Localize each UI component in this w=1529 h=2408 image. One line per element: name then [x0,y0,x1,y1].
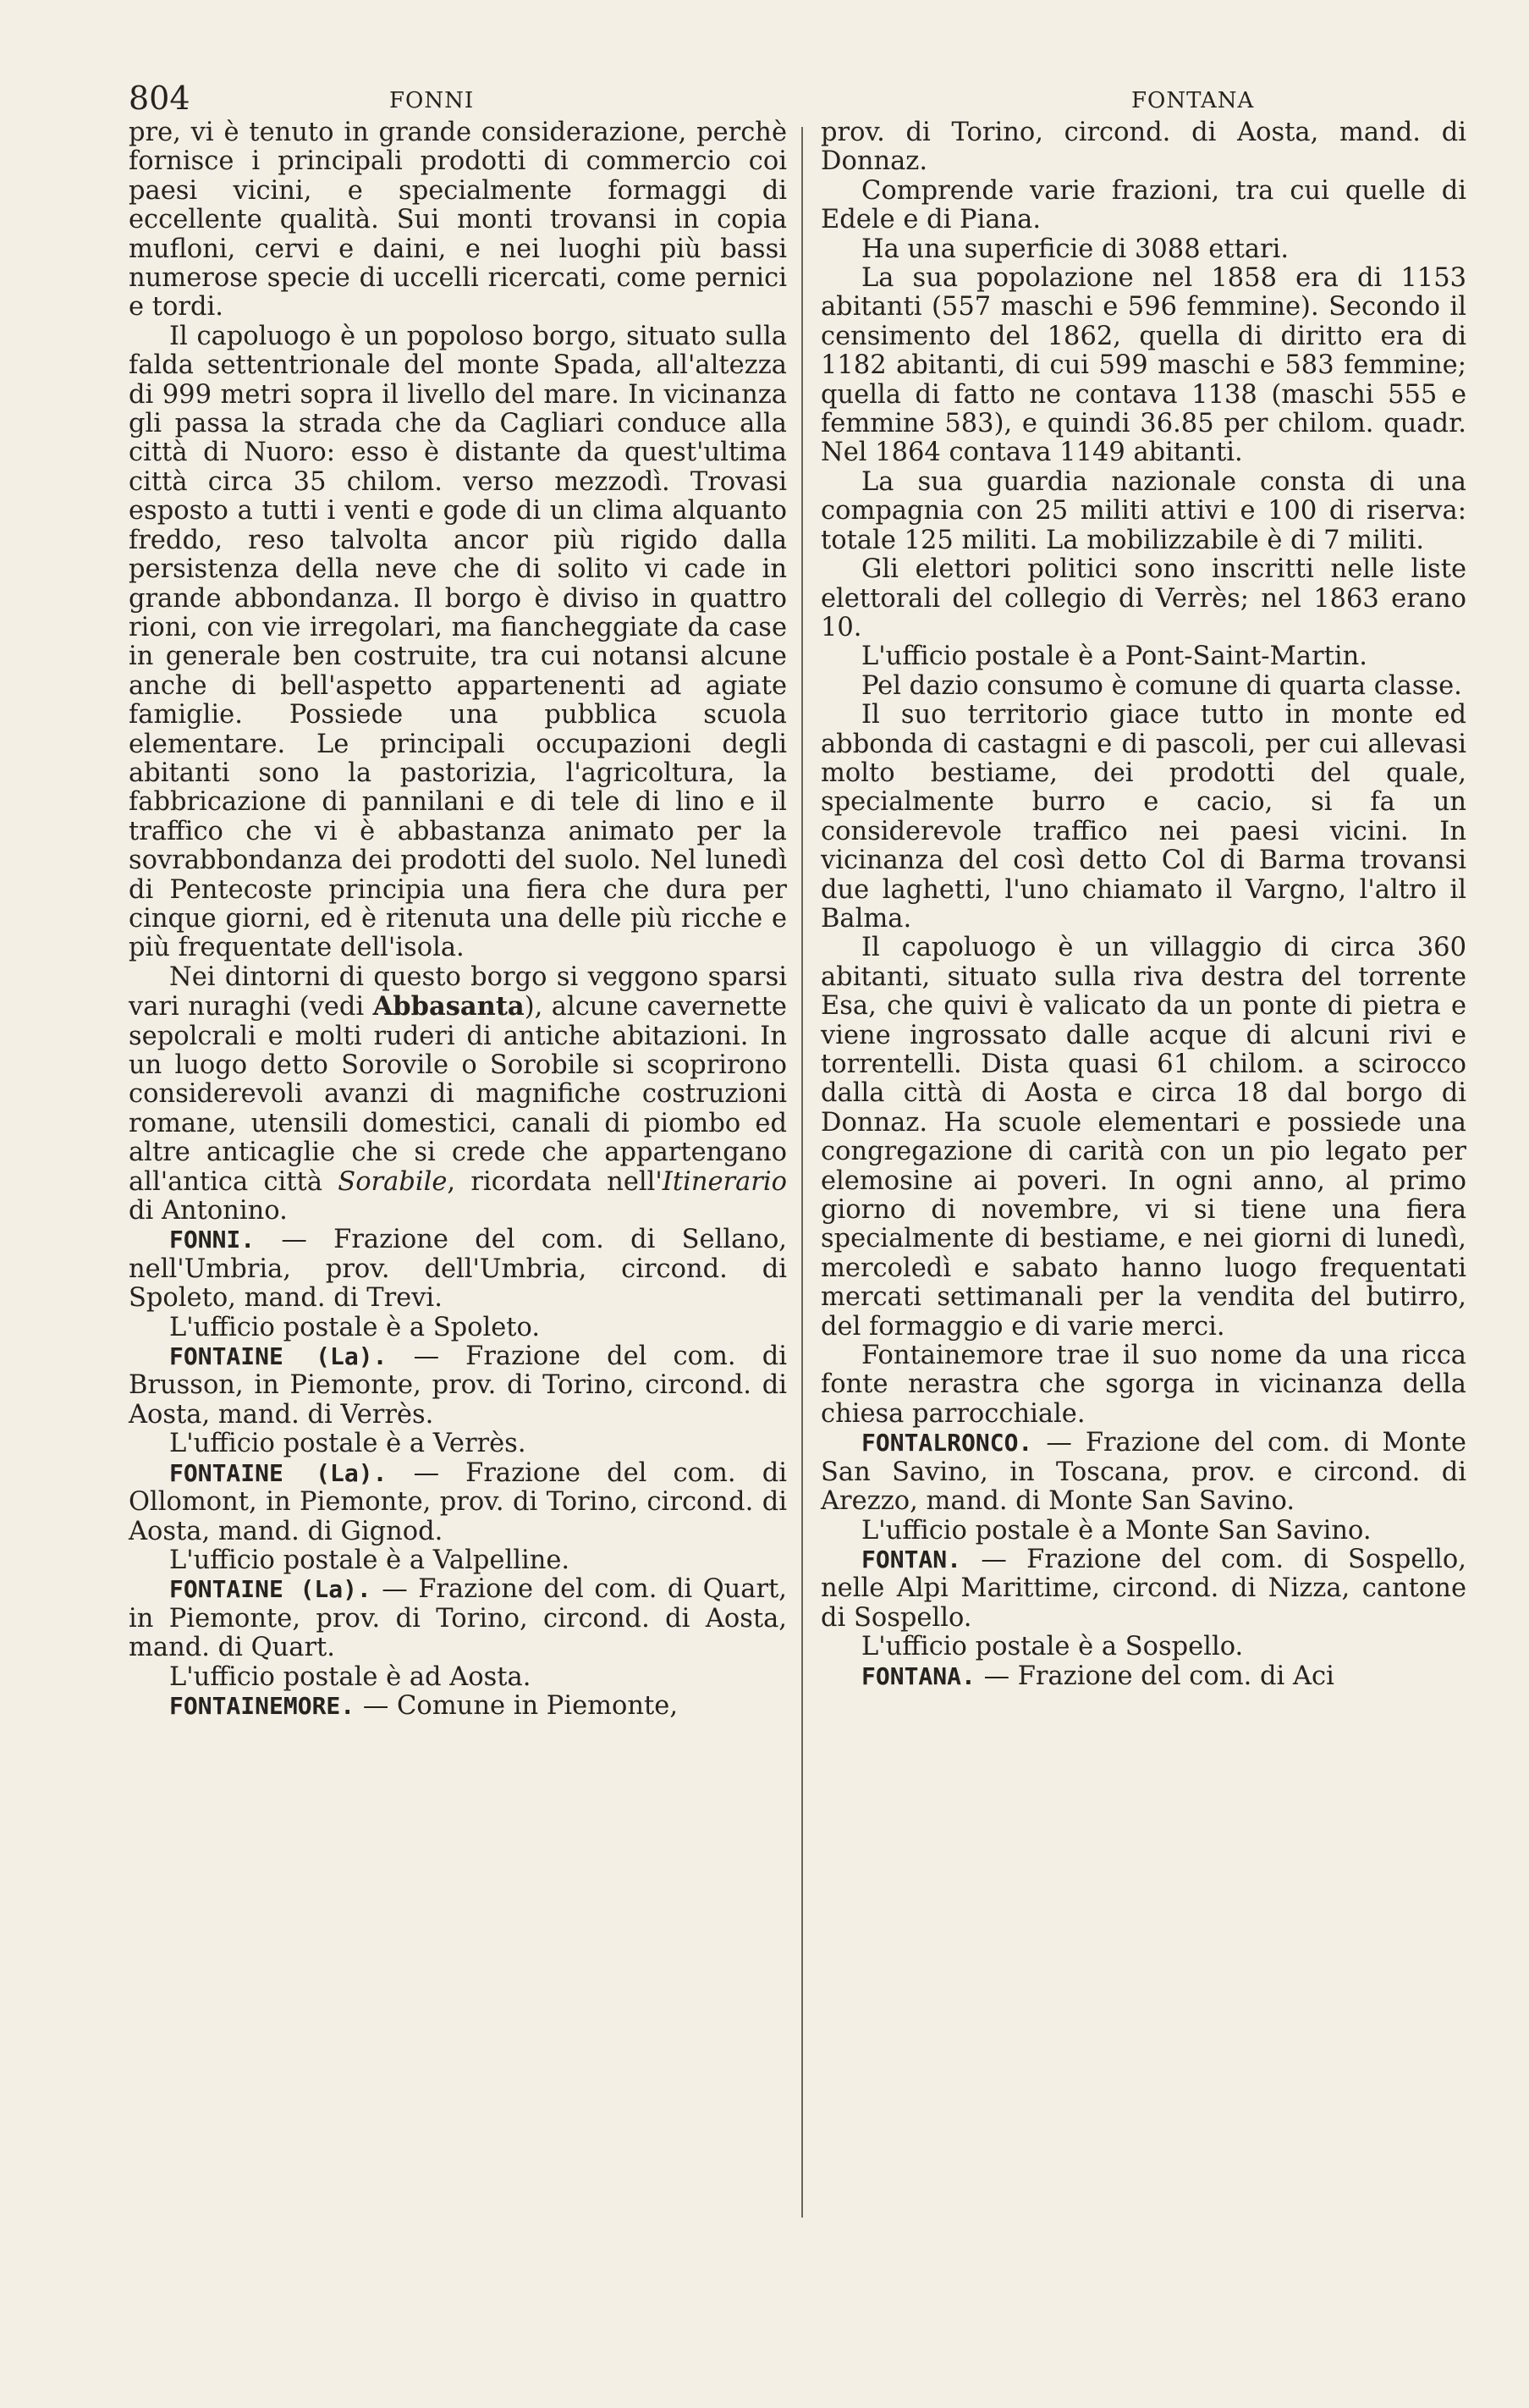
paragraph: pre, vi è tenuto in grande considerazione, perchè fornisce i principali prodotti di commercio coi paesi vicini, e specialmente formaggi di eccellente qualità. Sui monti trovansi in copia mufloni, cervi e daini, e nei luoghi più bassi numerose specie di uccelli ricercati, come pernici e tordi. [129,118,787,322]
entry-fontaine-ollomont: FONTAINE (La). — Frazione del com. di Ollomont, in Piemonte, prov. di Torino, circond. di Aosta, mand. di Gignod. [129,1457,787,1546]
postal-note: L'ufficio postale è a Monte San Savino. [861,1515,1372,1546]
entry-head: FONTAINEMORE. [169,1691,355,1720]
entry-fontana: FONTANA. — Frazione del com. di Aci [861,1661,1334,1691]
page-number: 804 [129,80,190,117]
entry-head: FONTAINE (La). [169,1458,388,1487]
entry-head: FONTAINE (La). [169,1575,371,1604]
paragraph: Comprende varie frazioni, tra cui quelle di Edele e di Piana. [821,175,1466,235]
paragraph: La sua guardia nazionale consta di una compagnia con 25 militi attivi e 100 di riserva: totale 125 militi. La mobilizzabile è di 7 militi. [821,466,1466,555]
paragraph: Fontainemore trae il suo nome da una ricca fonte nerastra che sgorga in vicinanza della chiesa parrocchiale. [821,1341,1466,1429]
running-head-right: FONTANA [1131,88,1255,113]
paragraph: Ha una superficie di 3088 ettari. [861,234,1290,264]
paragraph: L'ufficio postale è a Pont-Saint-Martin. [861,642,1367,672]
left-column [129,118,787,1721]
entry-head: FONTANA. [861,1661,976,1690]
entry-fontainemore: FONTAINEMORE. — Comune in Piemonte, [169,1690,679,1721]
paragraph: Il suo territorio giace tutto in monte ed abbonda di castagni e di pascoli, per cui allevasi molto bestiame, dei prodotti del quale, specialmente burro e cacio, si fa un considerevole traffico nei paesi vicini. In vicinanza del così detto Col di Barma trovansi due laghetti, l'uno chiamato il Vargno, l'altro il Balma. [821,700,1466,934]
entry-fontaine-quart: FONTAINE (La). — Frazione del com. di Quart, in Piemonte, prov. di Torino, circond. di Aosta, mand. di Quart. [129,1574,787,1663]
paragraph: Nei dintorni di questo borgo si veggono sparsi vari nuraghi (vedi Abbasanta), alcune cavernette sepolcrali e molti ruderi di antiche abitazioni. In un luogo detto Sorovile o Sorobile si scoprirono considerevoli avanzi di magnifiche costruzioni romane, utensili domestici, canali di piombo ed altre anticaglie che si crede che appartengano all'antica città Sorabile, ricordata nell'Itinerario di Antonino. [129,962,787,1226]
right-column [821,118,1466,1691]
postal-note: L'ufficio postale è ad Aosta. [169,1661,531,1692]
paragraph: prov. di Torino, circond. di Aosta, mand. di Donnaz. [821,118,1466,177]
postal-note: L'ufficio postale è a Spoleto. [169,1312,541,1342]
postal-note: L'ufficio postale è a Verrès. [169,1429,526,1459]
column-divider [801,127,803,2218]
entry-fonni: FONNI. — Frazione del com. di Sellano, nell'Umbria, prov. dell'Umbria, circond. di Spoleto, mand. di Trevi. [129,1225,787,1314]
paragraph: Gli elettori politici sono inscritti nelle liste elettorali del collegio di Verrès; nel 1863 erano 10. [821,554,1466,642]
entry-head: FONNI. [169,1226,256,1254]
page-header [0,80,1529,122]
paragraph: La sua popolazione nel 1858 era di 1153 abitanti (557 maschi e 596 femmine). Secondo il censimento del 1862, quella di diritto era di 1182 abitanti, di cui 599 maschi e 583 femmine; quella di fatto ne contava 1138 (maschi 555 e femmine 583), e quindi 36.85 per chilom. quadr. Nel 1864 contava 1149 abitanti. [821,263,1466,468]
paragraph: Il capoluogo è un popoloso borgo, situato sulla falda settentrionale del monte Spada, all'altezza di 999 metri sopra il livello del mare. In vicinanza gli passa la strada che da Cagliari conduce alla città di Nuoro: esso è distante da quest'ultima città circa 35 chilom. verso mezzodì. Trovasi esposto a tutti i venti e gode di un clima alquanto freddo, reso talvolta ancor più rigido dalla persistenza della neve che di solito vi cade in grande abbondanza. Il borgo è diviso in quattro rioni, con vie irregolari, ma fiancheggiate da case in generale ben costruite, tra cui notansi alcune anche di bell'aspetto appartenenti ad agiate famiglie. Possiede una pubblica scuola elementare. Le principali occupazioni degli abitanti sono la pastorizia, l'agricoltura, la fabbricazione di pannilani e di tele di lino e il traffico che vi è abbastanza animato per la sovrabbondanza dei prodotti del suolo. Nel lunedì di Pentecoste principia una fiera che dura per cinque giorni, ed è ritenuta una delle più ricche e più frequentate dell'isola. [129,321,787,963]
postal-note: L'ufficio postale è a Sospello. [861,1632,1244,1662]
postal-note: L'ufficio postale è a Valpelline. [169,1545,570,1575]
paragraph: Pel dazio consumo è comune di quarta classe. [861,670,1462,701]
entry-fontaine-brusson: FONTAINE (La). — Frazione del com. di Brusson, in Piemonte, prov. di Torino, circond. di Aosta, mand. di Verrès. [129,1342,787,1430]
entry-fontan: FONTAN. — Frazione del com. di Sospello, nelle Alpi Marittime, circond. di Nizza, cantone di Sospello. [821,1544,1466,1633]
paragraph: Il capoluogo è un villaggio di circa 360 abitanti, situato sulla riva destra del torrente Esa, che quivi è valicato da un ponte di pietra e viene ingrossato dalle acque di alcuni rivi e torrentelli. Dista quasi 61 chilom. a scirocco dalla città di Aosta e circa 18 dal borgo di Donnaz. Ha scuole elementari e possiede una congregazione di carità con un pio legato per elemosine ai poveri. In ogni anno, al primo giorno di novembre, vi si tiene una fiera specialmente di bestiame, e nei giorni di lunedì, mercoledì e sabato hanno luogo frequentati mercati settimanali per la vendita del butirro, del formaggio e di varie merci. [821,933,1466,1342]
running-head-left: FONNI [389,88,475,113]
entry-fontalronco: FONTALRONCO. — Frazione del com. di Monte San Savino, in Toscana, prov. e circond. di Arezzo, mand. di Monte San Savino. [821,1428,1466,1517]
entry-head: FONTAINE (La). [169,1342,388,1371]
entry-head: FONTAN. [861,1545,962,1573]
entry-head: FONTALRONCO. [861,1429,1033,1457]
